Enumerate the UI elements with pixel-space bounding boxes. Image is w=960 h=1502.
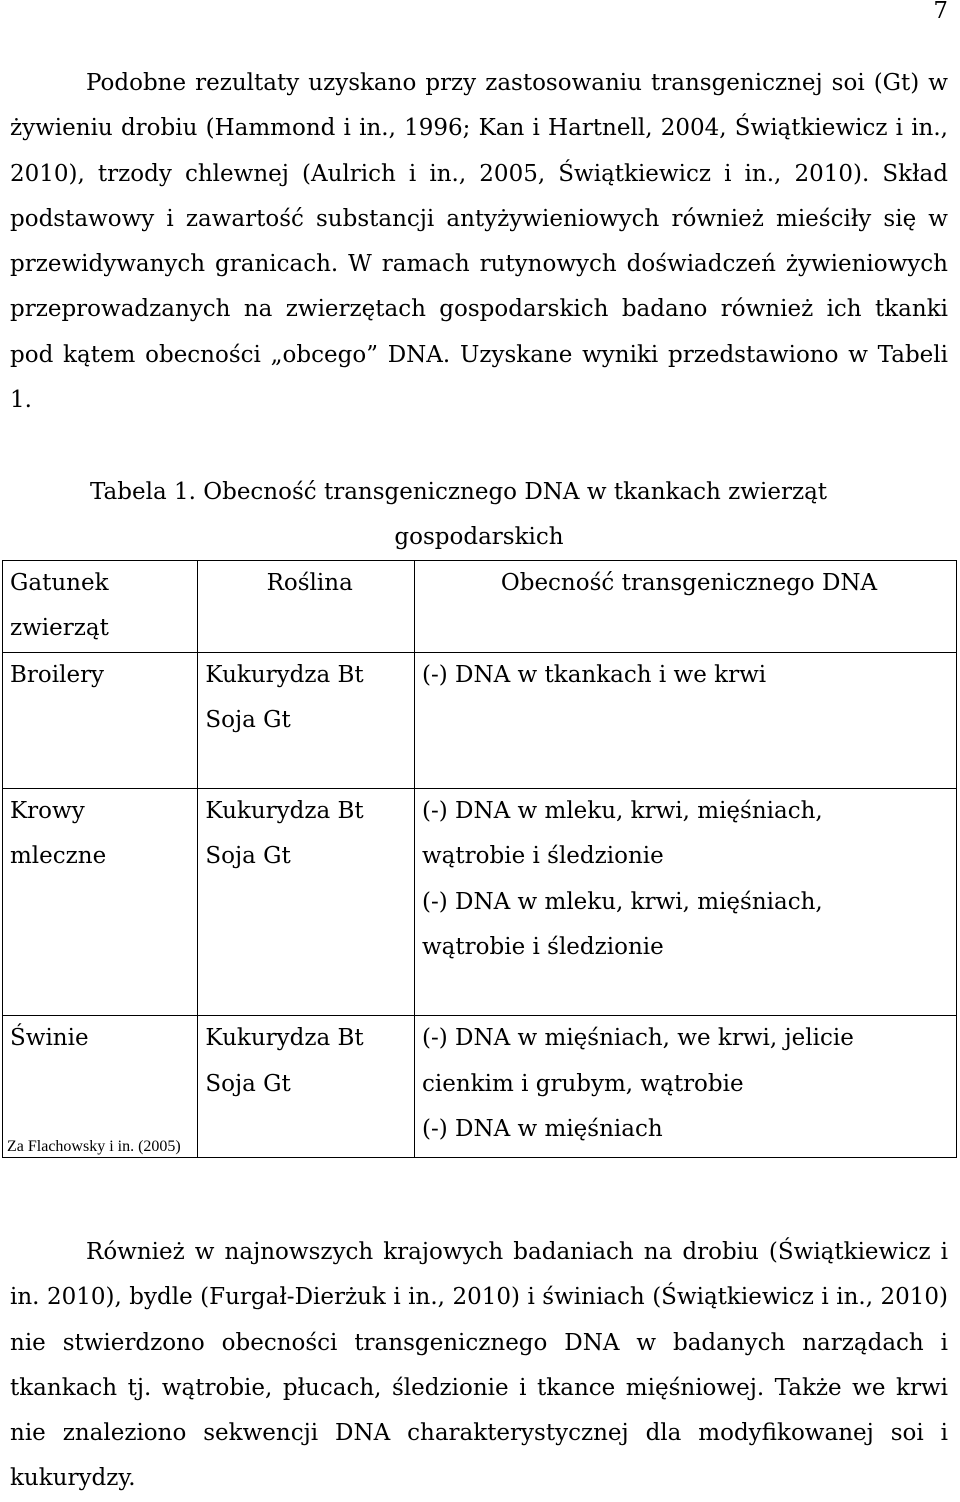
table-caption: [10, 470, 948, 561]
conclusion-paragraph: Również w najnowszych krajowych badaniach na drobiu (Świątkiewicz i in. 2010), bydle (Furgał-Dierżuk i in., 2010) i świniach (Świątkiewicz i in., 2010) nie stwierdzono obecności transgenicznego DNA w badanych narządach i tkankach tj. wątrobie, płucach, śledzionie i tkance mięśniowej. Także we krwi nie znaleziono sekwencji DNA charakterystycznej dla modyfikowanej soi i kukurydzy.: [10, 1239, 948, 1492]
species-name: Krowy: [10, 798, 85, 825]
plant-name: Kukurydza Bt: [205, 661, 364, 688]
header-plant-label: Roślina: [266, 570, 353, 596]
result-cell: [415, 1016, 957, 1157]
table-row: [3, 1016, 957, 1157]
result-text: cienkim i grubym, wątrobie: [422, 1070, 744, 1097]
result-text: (-) DNA w mięśniach, we krwi, jelicie: [422, 1025, 854, 1052]
species-cell: [3, 789, 198, 1016]
page-number: 7: [933, 0, 948, 24]
result-text: (-) DNA w tkankach i we krwi: [422, 661, 767, 688]
plant-name: Kukurydza Bt: [205, 798, 364, 825]
species-cell: [3, 652, 198, 789]
result-text: wątrobie i śledzionie: [422, 934, 664, 961]
plant-cell: [198, 1016, 415, 1157]
header-species-line1: Gatunek: [10, 570, 109, 596]
plant-name: Soja Gt: [205, 1070, 291, 1097]
plant-name: Soja Gt: [205, 843, 291, 870]
header-plant: [198, 561, 415, 653]
table-caption-line1: Tabela 1. Obecność transgenicznego DNA w tkankach zwierząt: [90, 479, 828, 505]
header-species: [3, 561, 198, 653]
species-name: Świnie: [10, 1025, 89, 1052]
header-presence: [415, 561, 957, 653]
result-text: (-) DNA w mięśniach: [422, 1115, 663, 1142]
transgenic-dna-table: [2, 560, 957, 1158]
species-cell: [3, 1016, 198, 1157]
result-cell: [415, 789, 957, 1016]
result-text: wątrobie i śledzionie: [422, 843, 664, 870]
species-name: mleczne: [10, 843, 107, 870]
intro-paragraph: Podobne rezultaty uzyskano przy zastosowaniu transgenicznej soi (Gt) w żywieniu drobiu (Hammond i in., 1996; Kan i Hartnell, 2004, Świątkiewicz i in., 2010), trzody chlewnej (Aulrich i in., 2005, Świątkiewicz i in., 2010). Skład podstawowy i zawartość substancji antyżywieniowych również mieściły się w przewidywanych granicach. W ramach rutynowych doświadczeń żywieniowych przeprowadzanych na zwierzętach gospodarskich badano również ich tkanki pod kątem obecności „obcego” DNA. Uzyskane wyniki przedstawiono w Tabeli 1.: [10, 70, 948, 414]
plant-name: Soja Gt: [205, 706, 291, 733]
plant-name: Kukurydza Bt: [205, 1025, 364, 1052]
species-name: Broilery: [10, 661, 105, 688]
result-text: (-) DNA w mleku, krwi, mięśniach,: [422, 888, 823, 915]
plant-cell: [198, 652, 415, 789]
table-row: [3, 789, 957, 1016]
table-source-note: Za Flachowsky i in. (2005): [7, 1137, 181, 1155]
header-presence-label: Obecność transgenicznego DNA: [500, 570, 878, 596]
plant-cell: [198, 789, 415, 1016]
result-cell: [415, 652, 957, 789]
table-row: [3, 652, 957, 789]
header-species-line2: zwierząt: [10, 615, 109, 642]
table-header-row: [3, 561, 957, 653]
table-caption-line2: gospodarskich: [394, 524, 564, 551]
result-text: (-) DNA w mleku, krwi, mięśniach,: [422, 798, 823, 825]
